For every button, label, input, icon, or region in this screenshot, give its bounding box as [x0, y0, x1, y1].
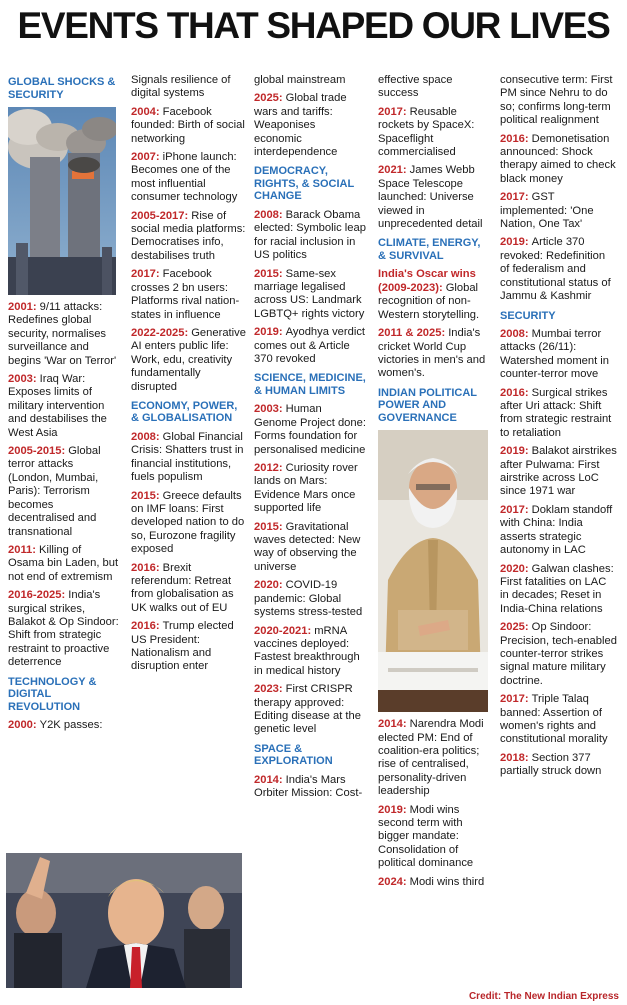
- column-1: [8, 74, 120, 737]
- column-3: [254, 74, 366, 806]
- list-item: 2017: GST implemented: 'One Nation, One Tax': [500, 191, 594, 231]
- page-title: EVENTS THAT SHAPED OUR LIVES: [17, 5, 610, 46]
- section-heading-indian-politics: INDIAN POLITICAL POWER AND GOVERNANCE: [378, 386, 477, 424]
- list-item: 2007: iPhone launch: Becomes one of the most influential consumer technology: [131, 151, 238, 204]
- list-item: 2014: India's Mars Orbiter Mission: Cost-: [254, 773, 363, 800]
- list-item: 2015: Gravitational waves detected: New way of observing the universe: [254, 520, 361, 573]
- list-item: 2008: Global Financial Crisis: Shatters trust in financial institutions, fuels populism: [131, 430, 244, 484]
- list-item: 2000: Y2K passes:: [8, 719, 103, 732]
- list-item: 2012: Curiosity rover lands on Mars: Evidence Mars once supported life: [254, 462, 358, 515]
- list-item: 2019: Article 370 revoked: Redefinition of federalism and constitutional status of Jammu & Kashmir: [500, 236, 611, 303]
- list-item: 2025: Global trade wars and tariffs: Weaponises economic interdependence: [254, 92, 347, 159]
- section-heading-global-shocks: GLOBAL SHOCKS & SECURITY: [8, 76, 116, 101]
- list-item: 2017: Reusable rockets by SpaceX: Spaceflight commercialised: [378, 105, 475, 159]
- section-heading-economy: ECONOMY, POWER, & GLOBALISATION: [131, 399, 238, 425]
- section-heading-democracy: DEMOCRACY, RIGHTS, & SOCIAL CHANGE: [254, 165, 355, 203]
- list-item: 2019: Ayodhya verdict comes out & Article 370 revoked: [254, 326, 366, 365]
- modi-photo: [378, 430, 488, 712]
- list-item: 2023: First CRISPR therapy approved: Editing disease at the genetic level: [254, 683, 361, 736]
- list-item: 2014: Narendra Modi elected PM: End of coalition-era politics; rise of centralised, personality-driven leadership: [378, 718, 484, 798]
- section-heading-space: SPACE & EXPLORATION: [254, 742, 333, 768]
- list-item: 2015: Same-sex marriage legalised across US: Landmark LGBTQ+ rights victory: [254, 267, 365, 320]
- list-item: 2016: Surgical strikes after Uri attack: Shift from strategic restraint to retaliation: [500, 386, 612, 439]
- list-item: 2019: Modi wins second term with bigger mandate: Consolidation of political dominance: [378, 803, 474, 870]
- list-item: 2011 & 2025: India's cricket World Cup victories in men's and women's.: [378, 327, 486, 380]
- list-item: 2015: Greece defaults on IMF loans: First developed nation to do so, Eurozone fragility exposed: [131, 489, 245, 556]
- list-item: 2008: Mumbai terror attacks (26/11): Watershed moment in counter-terror move: [500, 328, 610, 381]
- list-item: 2003: Iraq War: Exposes limits of military intervention and destabilises the West Asia: [8, 373, 107, 439]
- list-item: 2001: 9/11 attacks: Redefines global security, normalises surveillance and begins 'War on Terror': [8, 301, 117, 367]
- list-item: 2017: Triple Talaq banned: Assertion of women's rights and constitutional morality: [500, 693, 608, 746]
- list-item: 2021: James Webb Space Telescope launched: Universe viewed in unprecedented detail: [378, 164, 483, 231]
- list-item: 2011: Killing of Osama bin Laden, but not end of extremism: [8, 543, 119, 583]
- list-item: 2004: Facebook founded: Birth of social networking: [131, 105, 245, 145]
- list-item: 2016: Demonetisation announced: Shock therapy aimed to check black money: [500, 132, 616, 185]
- column-2: [131, 74, 246, 679]
- list-item: 2003: Human Genome Project done: Forms foundation for personalised medicine: [254, 403, 366, 456]
- list-item: 2018: Section 377 partially struck down: [500, 751, 602, 778]
- list-item: 2017: Doklam standoff with China: India asserts strategic autonomy in LAC: [500, 503, 613, 557]
- list-item: global mainstream: [254, 74, 346, 86]
- section-heading-security: SECURITY: [500, 309, 556, 322]
- column-4: [378, 74, 490, 894]
- list-item: 2017: Facebook crosses 2 bn users: Platforms rival nation-states in influence: [131, 268, 240, 321]
- list-item: 2016: Trump elected US President: Nationalism and disruption enter: [131, 620, 234, 673]
- list-item: effective space success: [378, 74, 453, 100]
- list-item: 2020-2021: mRNA vaccines deployed: Fastest breakthrough in medical history: [254, 624, 360, 677]
- list-item: Signals resilience of digital systems: [131, 74, 231, 100]
- list-item: 2008: Barack Obama elected: Symbolic leap for racial inclusion in US politics: [254, 208, 366, 262]
- section-heading-climate: CLIMATE, ENERGY, & SURVIVAL: [378, 237, 481, 262]
- list-item: 2005-2017: Rise of social media platforms: Democratises info, destabilises truth: [131, 209, 246, 262]
- twin-towers-photo: [8, 107, 116, 295]
- trump-photo: [6, 853, 242, 988]
- list-item: consecutive term: First PM since Nehru to do so; confirms long-term political realignment: [500, 74, 613, 127]
- global-shocks-list: [8, 301, 120, 670]
- list-item: 2020: Galwan clashes: First fatalities on LAC in decades; Reset in India-China relations: [500, 562, 614, 615]
- list-item: 2024: Modi wins third: [378, 875, 485, 888]
- list-item: 2016: Brexit referendum: Retreat from globalisation as UK walks out of EU: [131, 561, 234, 614]
- photo-credit: Credit: The New Indian Express: [468, 991, 619, 1002]
- column-5: [500, 74, 617, 784]
- list-item: 2016-2025: India's surgical strikes, Balakot & Op Sindoor: Shift from strategic restraint to proactive deterrence: [8, 589, 119, 669]
- section-heading-science: SCIENCE, MEDICINE, & HUMAN LIMITS: [254, 372, 366, 397]
- list-item: 2022-2025: Generative AI enters public life: Work, edu, creativity fundamentally disrupted: [131, 326, 246, 393]
- list-item: 2020: COVID-19 pandemic: Global systems stress-tested: [254, 579, 363, 619]
- list-item: India's Oscar wins (2009-2023): Global recognition of non-Western storytelling.: [378, 268, 480, 321]
- list-item: 2025: Op Sindoor: Precision, tech-enabled counter-terror strikes signal mature military doctrine.: [500, 621, 617, 687]
- list-item: 2019: Balakot airstrikes after Pulwama: First airstrike across LoC since 1971 war: [500, 445, 617, 498]
- list-item: 2005-2015: Global terror attacks (London, Mumbai, Paris): Terrorism becomes decentralised and transnational: [8, 445, 101, 538]
- section-heading-technology: TECHNOLOGY & DIGITAL REVOLUTION: [8, 675, 97, 713]
